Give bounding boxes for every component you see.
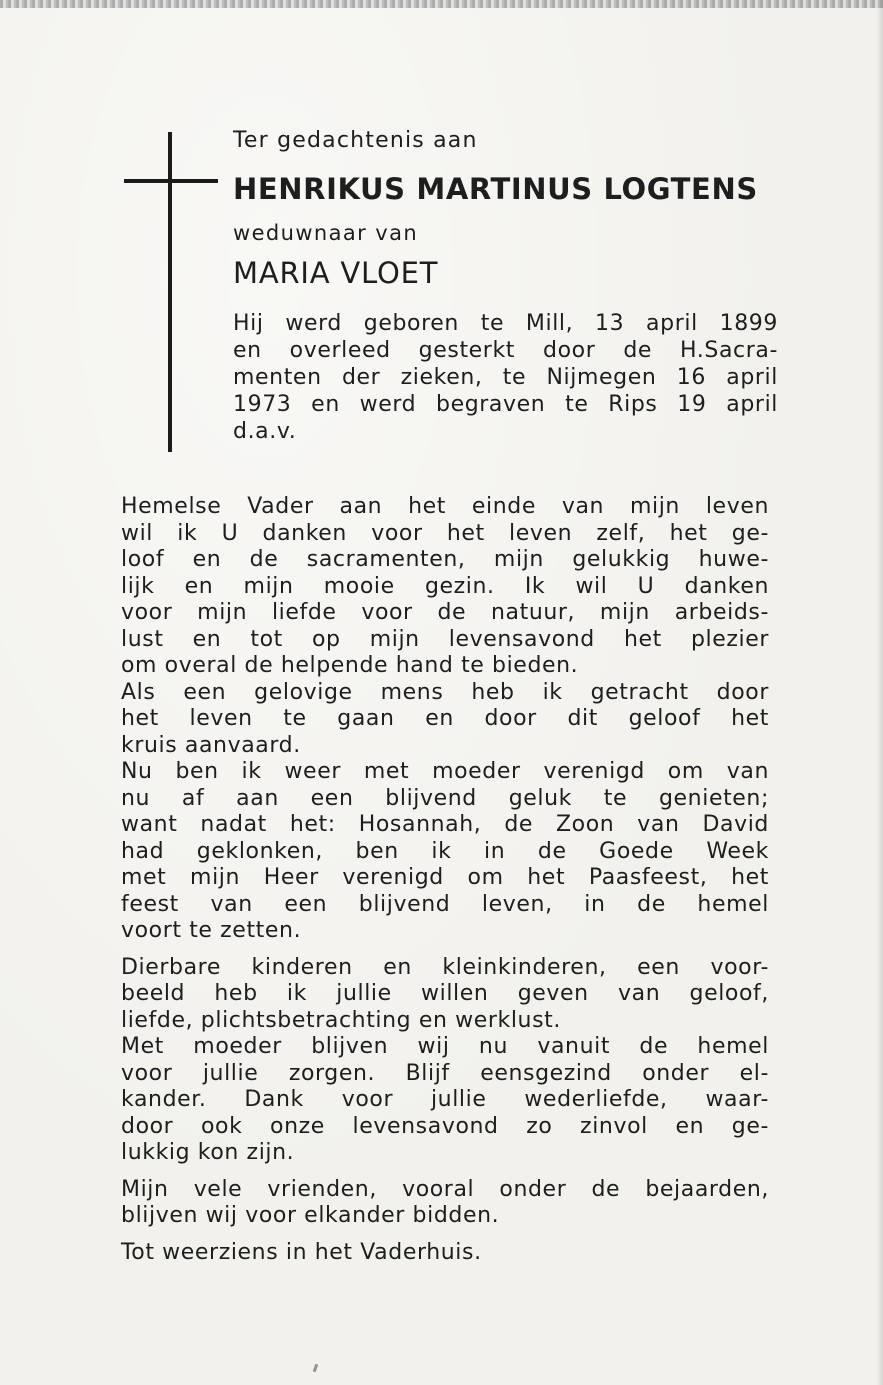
text-line: kruis aanvaard. bbox=[121, 732, 301, 758]
bio-line: d.a.v. bbox=[233, 419, 297, 444]
text-line: had geklonken, ben ik in de Goede Week bbox=[121, 838, 769, 864]
text-line: want nadat het: Hosannah, de Zoon van David bbox=[121, 812, 769, 837]
text-line: Mijn vele vrienden, vooral onder de bejaarden, bbox=[121, 1176, 769, 1202]
text-line: voor mijn liefde voor de natuur, mijn arbeids- bbox=[121, 600, 769, 625]
relation-text: weduwnaar van bbox=[233, 221, 419, 245]
text-line: lust en tot op mijn levensavond het plezier bbox=[121, 626, 769, 652]
text-line: wil ik U danken voor het leven zelf, het ge- bbox=[121, 520, 769, 546]
cross-icon-bar bbox=[124, 179, 218, 183]
paragraph bbox=[121, 680, 769, 760]
text-line: het leven te gaan en door dit geloof het bbox=[121, 706, 769, 731]
text-line: blijven wij voor elkander bidden. bbox=[121, 1203, 500, 1228]
paragraph bbox=[121, 1240, 769, 1267]
text-line: liefde, plichtsbetrachting en werklust. bbox=[121, 1007, 561, 1033]
text-line: beeld heb ik jullie willen geven van geloof, bbox=[121, 981, 769, 1006]
text-line: Dierbare kinderen en kleinkinderen, een voor- bbox=[121, 954, 769, 980]
paragraph bbox=[121, 494, 769, 680]
bio-line: menten der zieken, te Nijmegen 16 april bbox=[233, 365, 778, 390]
text-line: om overal de helpende hand te bieden. bbox=[121, 653, 579, 678]
spouse-name: MARIA VLOET bbox=[233, 256, 439, 290]
text-line: nu af aan een blijvend geluk te genieten; bbox=[121, 785, 769, 811]
text-line: voort te zetten. bbox=[121, 918, 302, 943]
deceased-name: HENRIKUS MARTINUS LOGTENS bbox=[233, 172, 758, 206]
text-line: met mijn Heer verenigd om het Paasfeest, het bbox=[121, 865, 769, 890]
text-line: Met moeder blijven wij nu vanuit de hemel bbox=[121, 1034, 769, 1059]
text-line: loof en de sacramenten, mijn gelukkig huwe- bbox=[121, 547, 769, 572]
text-line: lukkig kon zijn. bbox=[121, 1140, 295, 1165]
biography bbox=[233, 310, 778, 445]
text-line: kander. Dank voor jullie wederliefde, waar- bbox=[121, 1087, 769, 1112]
paragraph bbox=[121, 1034, 769, 1167]
text-line: Als een gelovige mens heb ik getracht door bbox=[121, 679, 769, 705]
text-line: voor jullie zorgen. Blijf eensgezind onder el- bbox=[121, 1060, 769, 1086]
text-line: door ook onze levensavond zo zinvol en ge- bbox=[121, 1113, 769, 1139]
scan-right-edge bbox=[877, 0, 883, 1385]
text-line: Tot weerziens in het Vaderhuis. bbox=[121, 1239, 482, 1265]
text-line: feest van een blijvend leven, in de hemel bbox=[121, 891, 769, 917]
intro-text: Ter gedachtenis aan bbox=[233, 128, 478, 153]
paragraph bbox=[121, 955, 769, 1035]
scan-speck bbox=[313, 1364, 319, 1373]
bio-line: 1973 en werd begraven te Rips 19 april bbox=[233, 392, 778, 417]
paragraph bbox=[121, 759, 769, 945]
prayer-text bbox=[121, 494, 769, 1266]
bio-line: en overleed gesterkt door de H.Sacra- bbox=[233, 338, 778, 363]
card-header bbox=[233, 126, 793, 445]
bio-line: Hij werd geboren te Mill, 13 april 1899 bbox=[233, 311, 778, 336]
scan-top-edge bbox=[0, 0, 883, 8]
text-line: Nu ben ik weer met moeder verenigd om van bbox=[121, 759, 769, 784]
text-line: lijk en mijn mooie gezin. Ik wil U danken bbox=[121, 573, 769, 599]
text-line: Hemelse Vader aan het einde van mijn leven bbox=[121, 494, 769, 519]
paragraph bbox=[121, 1177, 769, 1230]
